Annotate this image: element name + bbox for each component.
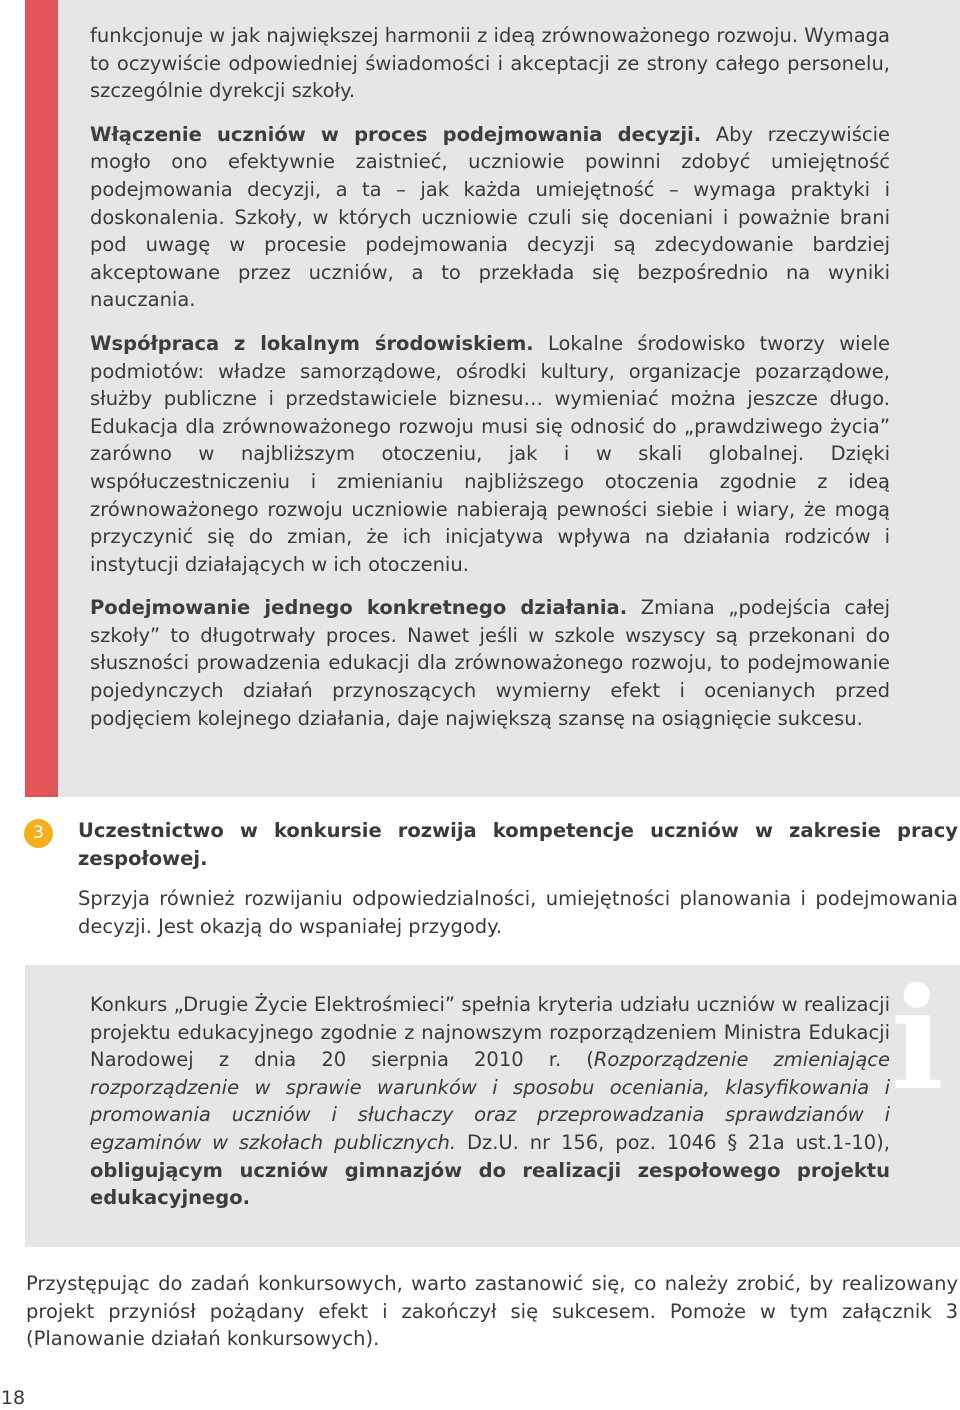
info-text-intro: Konkurs „Drugie Życie Elektrośmieci” spełnia kryteria udziału uczniów w realizacji projektu edukacyjnego zgodnie z najnowszym rozporządzeniem Ministra Edukacji Narodowej z dnia 20 sierpnia 2010 r. (: [90, 993, 890, 1072]
paragraph-harmony: funkcjonuje w jak największej harmonii z ideą zrównoważonego rozwoju. Wymaga to oczywiście odpowiedniej świadomości i akceptacji ze strony całego personelu, szczególnie dyrekcji szkoły.: [90, 24, 890, 103]
heading-local-cooperation: Współpraca z lokalnym środowiskiem.: [90, 331, 534, 355]
section-3: [78, 817, 958, 940]
text-student-decisions: Aby rzeczywiście mogło ono efektywnie zaistnieć, uczniowie powinni zdobyć umiejętność podejmowania decyzji, a ta – jak każda umiejętność – wymaga praktyki i doskonalenia. Szkoły, w których uczniowie czuli się doceniani i poważnie brani pod uwagę w procesie podejmowania decyzji są zdecydowanie bardziej akceptowane przez uczniów, a to przekłada się bezpośrednio na wyniki nauczania.: [90, 122, 890, 312]
heading-student-decisions: Włączenie uczniów w proces podejmowania decyzji.: [90, 122, 702, 146]
info-box: [25, 958, 960, 1247]
info-icon: i: [890, 958, 944, 1122]
section-number-badge: 3: [24, 819, 53, 848]
paragraph-local-cooperation: [90, 330, 890, 578]
paragraph-single-action: [90, 594, 890, 732]
paragraph-student-decisions: [90, 121, 890, 314]
info-regulation-title: Rozporządzenie zmieniające rozporządzenie w sprawie warunków i sposobu oceniania, klasyfikowania i promowania uczniów i słuchaczy oraz przeprowadzania sprawdzianów i egzaminów w szkołach publicznych.: [90, 1048, 891, 1154]
text-local-cooperation: Lokalne środowisko tworzy wiele podmiotów: władze samorządowe, ośrodki kultury, organizacje pozarządowe, służby publiczne i przedstawiciele biznesu… wymieniać można jeszcze długo. Edukacja dla zrównoważonego rozwoju musi się odnosić do „prawdziwego życia” zarówno w najbliższym otoczeniu, jak i w skali globalnej. Dzięki współuczestniczeniu i zmienianiu najbliższego otoczenia zgodnie z ideą zrównoważonego rozwoju uczniowie nabierają pewności siebie i wiary, że mogą przyczynić się do zmian, że ich inicjatywa wpływa na działania rodziców i instytucji działających w ich otoczeniu.: [90, 331, 890, 576]
info-paragraph: [90, 991, 890, 1212]
info-text-obligation: obligującym uczniów gimnazjów do realizacji zespołowego projektu edukacyjnego.: [90, 1158, 890, 1210]
closing-paragraph: Przystępując do zadań konkursowych, warto zastanowić się, co należy zrobić, by realizowany projekt przyniósł pożądany efekt i zakończył się sukcesem. Pomoże w tym załącznik 3 (Planowanie działań konkursowych).: [26, 1272, 958, 1351]
page-number: 18: [0, 1387, 26, 1409]
text-single-action: Zmiana „podejścia całej szkoły” to długotrwały proces. Nawet jeśli w szkole wszyscy są przekonani do słuszności prowadzenia edukacji dla zrównoważonego rozwoju, to podejmowanie pojedynczych działań przynoszących wymierny efekt i ocenianych przed podjęciem kolejnego działania, daje największą szansę na osiągnięcie sukcesu.: [90, 596, 891, 730]
heading-single-action: Podejmowanie jednego konkretnego działania.: [90, 596, 628, 620]
info-content: [90, 991, 890, 1212]
highlight-box-principles: [25, 0, 960, 797]
principles-content: [90, 22, 890, 732]
closing-paragraph-block: [26, 1270, 958, 1353]
section-3-text: Sprzyja również rozwijaniu odpowiedzialności, umiejętności planowania i podejmowania decyzji. Jest okazją do wspaniałej przygody.: [78, 887, 958, 938]
accent-stripe: [25, 0, 58, 797]
section-3-heading: Uczestnictwo w konkursie rozwija kompetencje uczniów w zakresie pracy zespołowej.: [78, 819, 958, 870]
info-text-citation: Dz.U. nr 156, poz. 1046 § 21a ust.1-10),: [456, 1130, 890, 1154]
